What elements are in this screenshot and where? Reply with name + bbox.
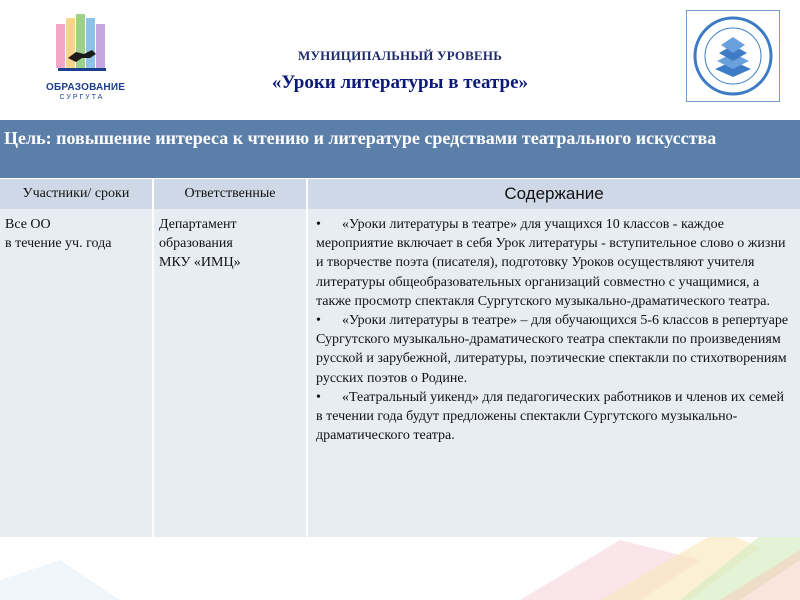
content-item-text: «Уроки литературы в театре» – для обучающихся 5-6 классов в репертуаре Сургутского музыкально-драматического театра спектакли по произведениям русской и зарубежной, литературы, поэтические спектакли по стихотворениям русских поэтов о Родине.	[316, 313, 789, 386]
bullet-icon: •	[316, 217, 321, 232]
obrazovanie-surguta-logo	[46, 14, 126, 106]
column-header-label: Ответственные	[184, 186, 276, 201]
column-header-content	[308, 178, 800, 209]
slide-header	[200, 48, 600, 94]
content-item-text: «Театральный уикенд» для педагогических работников и членов их семей в течении года будут предложены спектакли Сургутского музыкально- драматического театра.	[316, 389, 785, 444]
participants-line: Все ОО	[5, 217, 51, 232]
goal-text: Цель: повышение интереса к чтению и литературе средствами театрального искусства	[4, 128, 717, 148]
cell-responsible	[154, 209, 306, 537]
content-item-text: «Уроки литературы в театре» для учащихся 10 классов - каждое мероприятие включает в себя Урок литературы - вступительное слово о жизни и творчестве поэта (писателя), подготовку Уроков осуществляют учителя литературы общеобразовательных организаций совместно с учащимися, а также просмотр спектакля Сургутского музыкально-драматического театра.	[316, 217, 786, 309]
column-header-label: Содержание	[504, 184, 604, 203]
cell-participants	[0, 209, 152, 537]
column-divider	[306, 178, 308, 537]
responsible-line: МКУ «ИМЦ»	[159, 255, 241, 270]
imc-emblem-icon	[687, 11, 779, 101]
slide-title: «Уроки литературы в театре»	[271, 72, 529, 93]
column-header-label: Участники/ сроки	[22, 186, 130, 201]
logo-left-text: ОБРАЗОВАНИЕ	[46, 82, 126, 93]
level-label: МУНИЦИПАЛЬНЫЙ УРОВЕНЬ	[297, 48, 503, 63]
participants-line: в течение уч. года	[5, 236, 112, 251]
cell-content	[308, 209, 800, 537]
bullet-icon: •	[316, 313, 321, 329]
goal-banner	[0, 120, 800, 178]
column-header-participants	[0, 178, 152, 209]
logo-books-icon	[46, 14, 118, 80]
content-list-item	[316, 388, 792, 446]
content-list-item	[316, 215, 792, 311]
logo-left-subtext: СУРГУТА	[59, 94, 105, 101]
responsible-line: Департамент	[159, 217, 237, 232]
column-header-responsible	[154, 178, 306, 209]
content-list-item	[316, 311, 792, 388]
responsible-line: образования	[159, 236, 233, 251]
bullet-icon: •	[316, 389, 321, 405]
column-divider	[152, 178, 154, 537]
imc-logo	[686, 10, 780, 102]
